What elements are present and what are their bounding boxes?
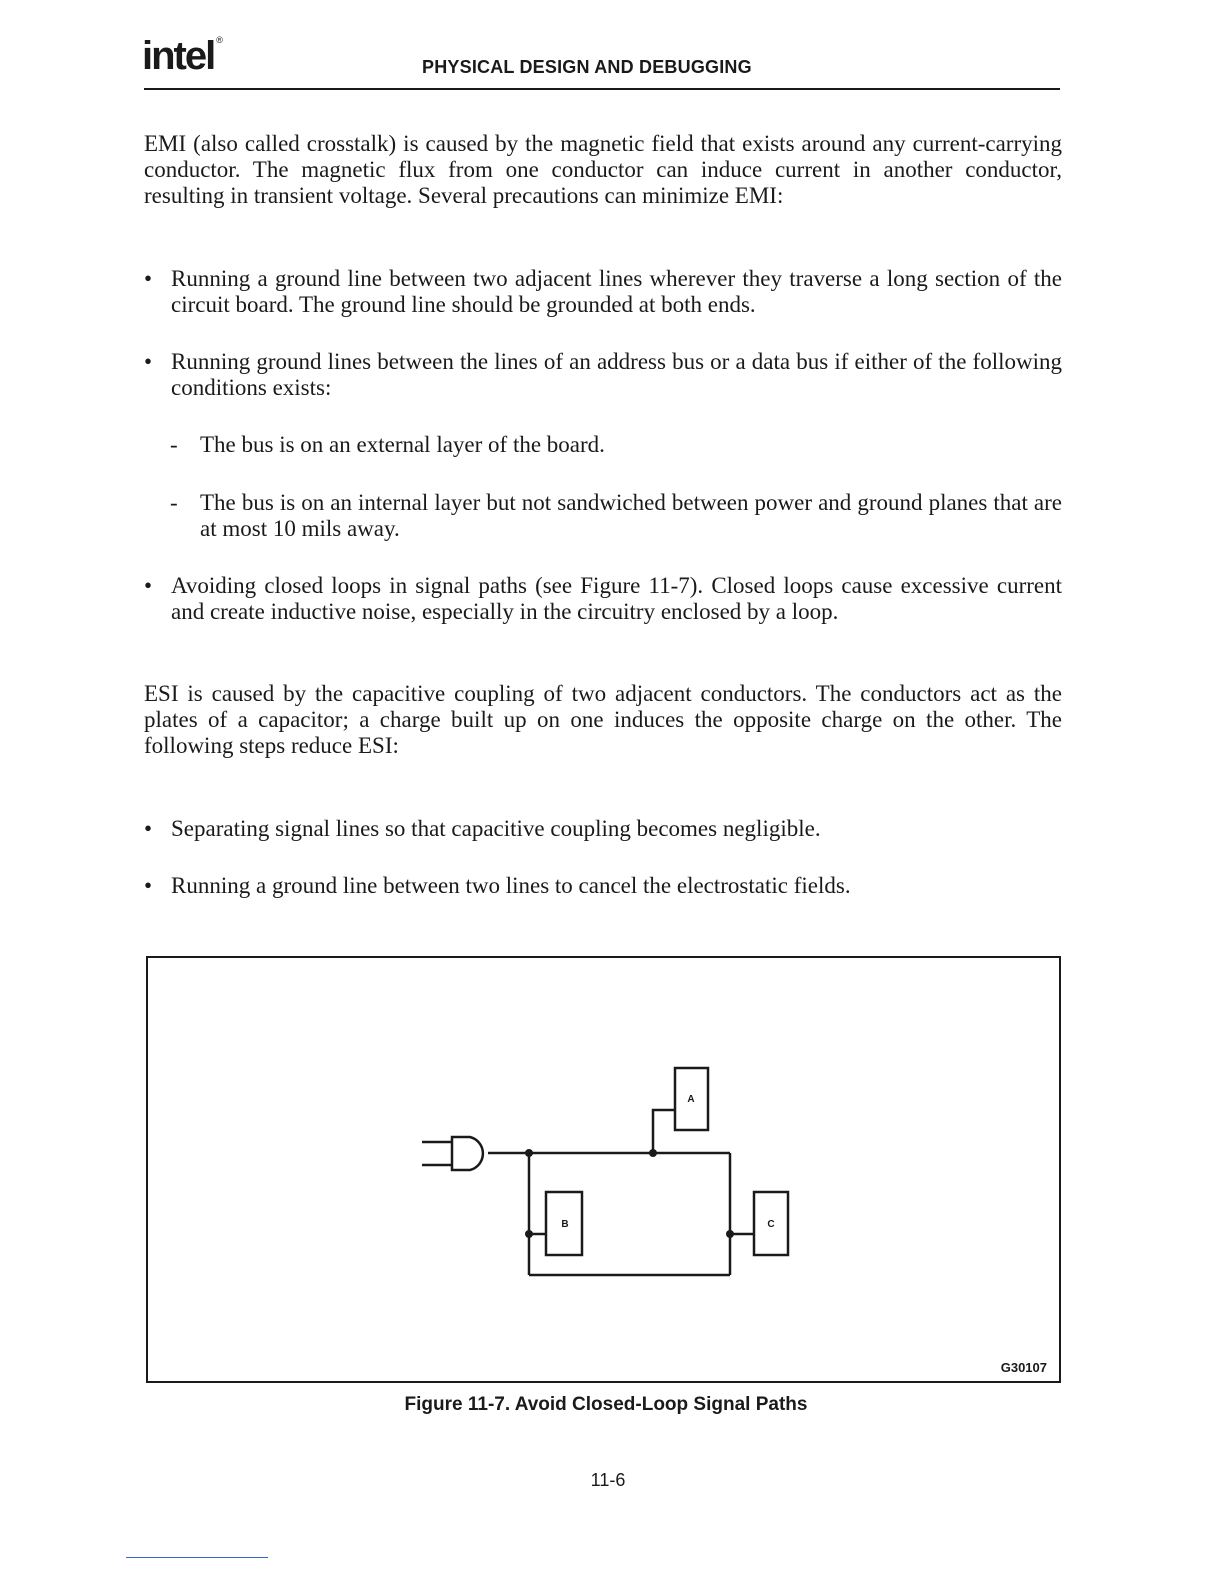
bullet-marker: • xyxy=(144,816,153,841)
emi-sub-item-2 xyxy=(170,490,1062,542)
bullet-text: Avoiding closed loops in signal paths (see Figure 11-7). Closed loops cause excessive current and create inductive noise, especially in the circuitry enclosed by a loop. xyxy=(171,573,1062,624)
bullet-marker: • xyxy=(144,573,153,598)
page-number: 11-6 xyxy=(590,1470,626,1490)
intel-logo xyxy=(142,36,221,76)
component-a-label: A xyxy=(687,1094,695,1105)
esi-bullet-2 xyxy=(144,873,1062,899)
esi-bullet-1 xyxy=(144,816,1062,842)
bullet-text: Separating signal lines so that capacitive coupling becomes negligible. xyxy=(171,816,821,841)
bullet-text: Running a ground line between two adjacent lines wherever they traverse a long section of the circuit board. The ground line should be grounded at both ends. xyxy=(171,266,1062,317)
junction-dot xyxy=(649,1149,657,1157)
component-b-label: B xyxy=(561,1219,569,1230)
figure-caption: Figure 11-7. Avoid Closed-Loop Signal Paths xyxy=(404,1394,808,1415)
bullet-marker: • xyxy=(144,873,153,898)
figure-frame xyxy=(146,956,1061,1383)
logo-text: intel xyxy=(142,34,215,78)
registered-mark: ® xyxy=(216,35,221,45)
bullet-marker: • xyxy=(144,349,153,374)
bullet-text: Running ground lines between the lines of an address bus or a data bus if either of the following conditions exists: xyxy=(171,349,1062,400)
junction-dot xyxy=(525,1149,533,1157)
footer-rule xyxy=(126,1557,268,1558)
bullet-text: Running a ground line between two lines to cancel the electrostatic fields. xyxy=(171,873,851,898)
figure-id: G30107 xyxy=(1000,1360,1047,1375)
running-header: PHYSICAL DESIGN AND DEBUGGING xyxy=(422,57,752,77)
wire-to-a xyxy=(653,1110,675,1153)
emi-sub-item-1 xyxy=(170,432,1062,458)
emi-bullet-1 xyxy=(144,266,1062,318)
header-rule xyxy=(144,88,1060,90)
emi-bullet-3 xyxy=(144,573,1062,625)
closed-loop-circuit-diagram xyxy=(148,958,1059,1381)
junction-dot xyxy=(726,1230,734,1238)
sub-item-text: The bus is on an internal layer but not sandwiched between power and ground planes that are at most 10 mils away. xyxy=(200,490,1062,541)
junction-dot xyxy=(525,1230,533,1238)
sub-item-text: The bus is on an external layer of the board. xyxy=(200,432,605,457)
dash-marker: - xyxy=(170,490,178,515)
component-c-label: C xyxy=(767,1219,775,1230)
and-gate-symbol xyxy=(452,1137,483,1170)
dash-marker: - xyxy=(170,432,178,457)
emi-bullet-2 xyxy=(144,349,1062,401)
bullet-marker: • xyxy=(144,266,153,291)
emi-intro-paragraph: EMI (also called crosstalk) is caused by the magnetic field that exists around any current-carrying conductor. The magnetic flux from one conductor can induce current in another conductor, resulting in transient voltage. Several precautions can minimize EMI: xyxy=(144,131,1062,208)
esi-intro-paragraph: ESI is caused by the capacitive coupling of two adjacent conductors. The conductors act as the plates of a capacitor; a charge built up on one induces the opposite charge on the other. The following steps reduce ESI: xyxy=(144,681,1062,758)
